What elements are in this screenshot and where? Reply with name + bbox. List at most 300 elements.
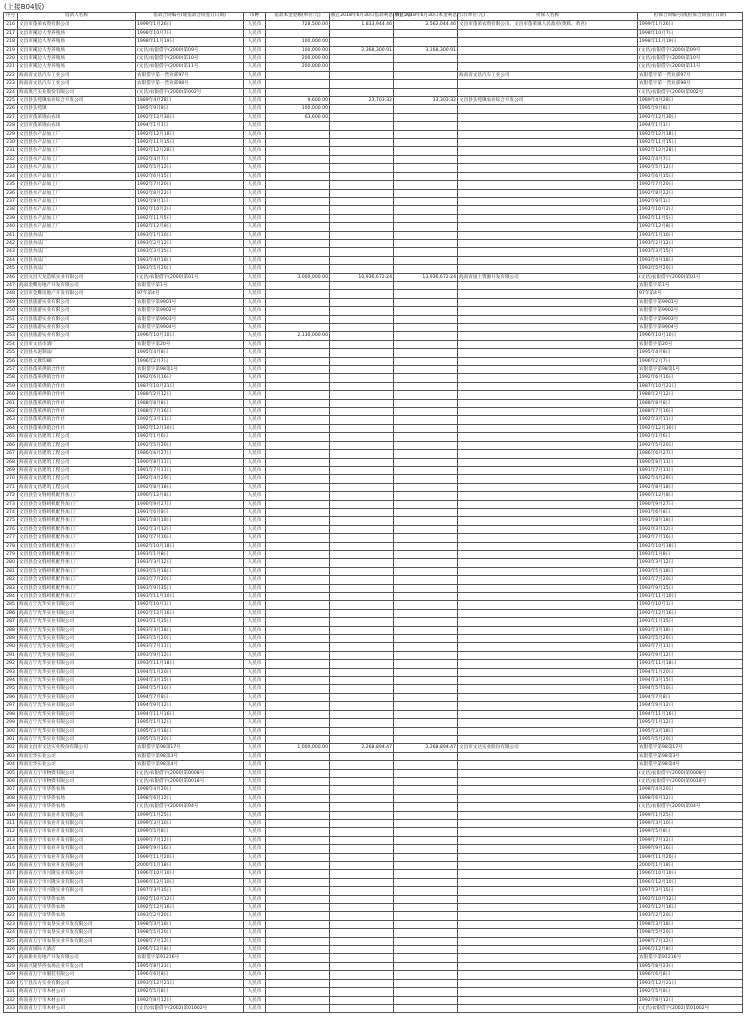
cell-guarantee-contract: 1992年11月15日 [638,139,743,147]
cell-interest: 1,833,944.46 [330,21,394,29]
cell-total [394,853,458,861]
cell-total [394,181,458,189]
cell-total [394,525,458,533]
cell-borrower: 海南万宁光华实业有限公司 [18,635,136,643]
table-row [4,836,743,844]
cell-contract: 1992年12月8日 [136,223,244,231]
table-row [4,214,743,222]
table-row [4,996,743,1004]
cell-borrower: 海南省文昌汽车工业公司 [18,80,136,88]
cell-total [394,803,458,811]
cell-guarantor [458,239,638,247]
cell-principal [266,139,330,147]
cell-contract: 1992年5月8日 [136,988,244,996]
cell-guarantor [458,29,638,37]
cell-guarantor [458,223,638,231]
cell-interest [330,962,394,970]
cell-currency: 人民币 [244,433,266,441]
cell-borrower: 海南省万宁市木材公司 [18,996,136,1004]
cell-contract: 1993年7月20日 [136,576,244,584]
cell-guarantor [458,139,638,147]
cell-guarantee-contract: 1994年1月1日 [638,122,743,130]
cell-index: 255 [4,349,18,357]
cell-contract: 农银借字第9904号 [136,324,244,332]
cell-currency: 人民币 [244,265,266,273]
col-header-interest: 截止2018年6月30日借款利息(单位:元) [330,13,394,21]
cell-guarantor [458,517,638,525]
cell-currency: 人民币 [244,996,266,1004]
cell-borrower: 海南省万宁市兴隆实业有限公司 [18,887,136,895]
cell-borrower: 海南万宁光华实业有限公司 [18,626,136,634]
cell-interest [330,971,394,979]
cell-contract: 1992年8月22日 [136,189,244,197]
table-row [4,307,743,315]
cell-contract: 1994年7月8日 [136,693,244,701]
cell-index: 229 [4,130,18,138]
cell-borrower: 海南万宁光华实业有限公司 [18,710,136,718]
cell-guarantee-contract: 1994年7月8日 [638,693,743,701]
cell-index: 305 [4,769,18,777]
cell-guarantor [458,929,638,937]
cell-currency: 人民币 [244,517,266,525]
table-row [4,803,743,811]
cell-guarantee-contract: 农银借字第1号 [638,281,743,289]
cell-guarantee-contract: 1993年5月20日 [638,635,743,643]
cell-total [394,256,458,264]
cell-principal [266,761,330,769]
cell-guarantor [458,1004,638,1012]
cell-contract: 1997年3月15日 [136,887,244,895]
cell-currency: 人民币 [244,458,266,466]
cell-contract: 1999年11月20日 [136,853,244,861]
cell-total [394,979,458,987]
cell-contract: 1999年1月26日 [136,21,244,29]
table-row [4,912,743,920]
cell-interest [330,298,394,306]
cell-guarantee-contract: 1996年10月10日 [638,332,743,340]
cell-index: 222 [4,71,18,79]
cell-borrower: 海南宏华实业公司 [18,761,136,769]
cell-interest [330,609,394,617]
cell-currency: 人民币 [244,214,266,222]
cell-currency: 人民币 [244,542,266,550]
cell-interest [330,181,394,189]
cell-principal [266,80,330,88]
cell-total [394,248,458,256]
cell-guarantee-contract: 1996年12月10日 [638,878,743,886]
cell-guarantee-contract: 1999年1月26日 [638,21,743,29]
cell-borrower: 文昌县蓬莱供销合作社 [18,374,136,382]
cell-index: 241 [4,231,18,239]
cell-index: 238 [4,206,18,214]
cell-guarantee-contract: 1996年10月10日 [638,870,743,878]
cell-principal [266,752,330,760]
cell-principal [266,576,330,584]
table-row [4,828,743,836]
cell-currency: 人民币 [244,937,266,945]
cell-principal [266,853,330,861]
cell-index: 240 [4,223,18,231]
cell-index: 234 [4,172,18,180]
table-row [4,80,743,88]
cell-borrower: 海南万宁光华实业有限公司 [18,618,136,626]
cell-principal: 100,000.00 [266,38,330,46]
cell-interest [330,391,394,399]
cell-index: 323 [4,920,18,928]
cell-guarantor [458,946,638,954]
cell-index: 258 [4,374,18,382]
cell-borrower: 文昌县会文缝纫机配件加工厂 [18,517,136,525]
cell-index: 256 [4,357,18,365]
cell-interest [330,340,394,348]
cell-total [394,399,458,407]
cell-currency: 人民币 [244,508,266,516]
cell-currency: 人民币 [244,46,266,54]
table-row [4,324,743,332]
cell-index: 301 [4,735,18,743]
cell-contract: 1996年6月8日 [136,971,244,979]
table-row [4,887,743,895]
cell-index: 281 [4,567,18,575]
cell-borrower: 文昌县食品厂 [18,256,136,264]
cell-guarantor [458,971,638,979]
table-row [4,534,743,542]
cell-interest [330,416,394,424]
cell-index: 309 [4,803,18,811]
cell-contract: 1993年1月15日 [136,618,244,626]
cell-currency: 人民币 [244,256,266,264]
cell-total [394,929,458,937]
cell-contract: 1994年11月16日 [136,710,244,718]
cell-guarantor [458,181,638,189]
cell-total [394,904,458,912]
cell-principal [266,777,330,785]
table-row [4,399,743,407]
cell-currency: 人民币 [244,685,266,693]
cell-currency: 人民币 [244,525,266,533]
cell-guarantor [458,685,638,693]
cell-index: 252 [4,324,18,332]
cell-index: 268 [4,458,18,466]
cell-guarantee-contract: 1993年12月21日 [638,979,743,987]
cell-borrower: 文昌县会文缝纫机配件加工厂 [18,542,136,550]
cell-index: 249 [4,298,18,306]
cell-contract: 1993年1月8日 [136,550,244,558]
cell-index: 227 [4,113,18,121]
cell-currency: 人民币 [244,366,266,374]
cell-contract: 1992年10月2日 [136,206,244,214]
table-row [4,525,743,533]
cell-contract: 1992年11月5日 [136,214,244,222]
cell-currency: 人民币 [244,197,266,205]
cell-currency: 人民币 [244,113,266,121]
cell-guarantor [458,38,638,46]
cell-total [394,71,458,79]
cell-guarantor [458,88,638,96]
cell-contract: 1992年3月12日 [136,525,244,533]
table-row [4,130,743,138]
cell-contract: 1993年7月11日 [136,643,244,651]
continued-label: (上接B04版) [4,3,45,11]
table-row [4,197,743,205]
table-row [4,441,743,449]
cell-principal [266,946,330,954]
cell-index: 257 [4,366,18,374]
cell-index: 267 [4,450,18,458]
cell-contract: 1998年5月20日 [136,929,244,937]
cell-index: 236 [4,189,18,197]
cell-interest [330,408,394,416]
cell-borrower: 文昌县会文缝纫机配件加工厂 [18,534,136,542]
cell-borrower: 海南文昌市文达实业股份有限公司 [18,744,136,752]
cell-principal [266,979,330,987]
cell-guarantor [458,988,638,996]
table-row [4,239,743,247]
cell-total [394,752,458,760]
cell-borrower: 海南新业房地产开发有限公司 [18,954,136,962]
cell-guarantor [458,105,638,113]
table-row [4,113,743,121]
cell-principal [266,786,330,794]
cell-borrower: 海南省万宁市华侨农场 [18,895,136,903]
cell-currency: 人民币 [244,752,266,760]
cell-interest [330,197,394,205]
cell-guarantor [458,450,638,458]
cell-currency: 人民币 [244,727,266,735]
cell-guarantee-contract: 1997年3月15日 [638,887,743,895]
cell-guarantee-contract: 1999年7月12日 [638,836,743,844]
cell-interest [330,139,394,147]
cell-contract: 1992年10月12日 [136,895,244,903]
cell-total [394,441,458,449]
cell-contract: 1992年3月11日 [136,416,244,424]
cell-guarantee-contract: 农银借字第20号 [638,340,743,348]
cell-index: 225 [4,97,18,105]
cell-currency: 人民币 [244,920,266,928]
cell-borrower: 海南金鹰房地产开发有限公司 [18,281,136,289]
cell-currency: 人民币 [244,324,266,332]
cell-currency: 人民币 [244,576,266,584]
cell-principal [266,155,330,163]
cell-total [394,324,458,332]
cell-borrower: 海南省万宁市华侨农场 [18,912,136,920]
cell-interest [330,248,394,256]
cell-borrower: 海南万宁光华实业有限公司 [18,643,136,651]
cell-guarantee-contract: 1990年9月27日 [638,500,743,508]
cell-interest [330,374,394,382]
cell-guarantee-contract: 1994年3月15日 [638,677,743,685]
cell-interest [330,441,394,449]
cell-guarantor [458,374,638,382]
cell-total [394,29,458,37]
cell-contract: (文昌)农银借字(2000)第0008号 [136,769,244,777]
cell-guarantee-contract: 1992年4月7日 [638,155,743,163]
cell-borrower: 海南省文昌建筑工程公司 [18,450,136,458]
table-row [4,88,743,96]
cell-guarantee-contract: 农银借字第9904号 [638,324,743,332]
cell-guarantee-contract: 1992年10月1日 [638,601,743,609]
cell-total [394,332,458,340]
cell-currency: 人民币 [244,971,266,979]
cell-interest [330,433,394,441]
cell-currency: 人民币 [244,139,266,147]
cell-borrower: 海南万宁光华实业有限公司 [18,727,136,735]
cell-guarantor [458,593,638,601]
cell-guarantee-contract: 1992年3月12日 [638,525,743,533]
cell-guarantee-contract: 1998年10月7日 [638,29,743,37]
cell-index: 325 [4,937,18,945]
cell-index: 288 [4,626,18,634]
cell-guarantor: 文昌市文达实业股份有限公司 [458,744,638,752]
cell-guarantor [458,937,638,945]
cell-total [394,576,458,584]
cell-borrower: 海南省文昌汽车工业公司 [18,71,136,79]
cell-index: 264 [4,424,18,432]
cell-currency: 人民币 [244,777,266,785]
table-row [4,46,743,54]
cell-guarantee-contract: 1993年1月10日 [638,231,743,239]
cell-currency: 人民币 [244,862,266,870]
cell-interest [330,483,394,491]
cell-guarantee-contract: 1994年9月12日 [638,702,743,710]
cell-currency: 人民币 [244,172,266,180]
table-row [4,223,743,231]
cell-borrower: 海南万宁光华实业有限公司 [18,693,136,701]
cell-guarantee-contract: 1990年8月11日 [638,458,743,466]
cell-principal [266,651,330,659]
cell-interest [330,458,394,466]
cell-guarantor [458,752,638,760]
cell-index: 261 [4,399,18,407]
cell-index: 218 [4,38,18,46]
cell-guarantor [458,643,638,651]
cell-principal [266,988,330,996]
cell-index: 287 [4,618,18,626]
cell-index: 299 [4,719,18,727]
cell-guarantee-contract: 1999年3月10日 [638,819,743,827]
cell-contract: 2000年1月18日 [136,862,244,870]
cell-total [394,63,458,71]
table-row [4,988,743,996]
cell-principal [266,483,330,491]
cell-borrower: 文昌县水产品加工厂 [18,147,136,155]
cell-index: 315 [4,853,18,861]
cell-index: 291 [4,651,18,659]
cell-contract: 1991年7月11日 [136,466,244,474]
cell-guarantee-contract: 1990年12月8日 [638,492,743,500]
cell-guarantor [458,761,638,769]
cell-guarantee-contract: 1998年5月20日 [638,929,743,937]
cell-guarantee-contract: 1991年7月11日 [638,466,743,474]
cell-borrower: 海南省万宁市服装有限公司 [18,971,136,979]
cell-contract: 1992年12月28日 [136,147,244,155]
cell-borrower: 海南省万宁市农业开发有限公司 [18,845,136,853]
cell-index: 314 [4,845,18,853]
cell-guarantor [458,122,638,130]
cell-principal [266,710,330,718]
cell-guarantor [458,172,638,180]
table-row [4,206,743,214]
cell-currency: 人民币 [244,29,266,37]
cell-guarantor [458,248,638,256]
cell-currency: 人民币 [244,273,266,281]
cell-total [394,458,458,466]
table-row [4,920,743,928]
cell-borrower: 海南省文昌建筑工程公司 [18,483,136,491]
cell-index: 280 [4,559,18,567]
cell-guarantee-contract: 1993年4月18日 [638,256,743,264]
cell-contract: 1992年12月30日 [136,113,244,121]
cell-interest [330,38,394,46]
cell-guarantee-contract: 1992年9月1日 [638,197,743,205]
cell-contract: 1998年4月20日 [136,786,244,794]
cell-index: 243 [4,248,18,256]
cell-guarantor [458,433,638,441]
cell-index: 289 [4,635,18,643]
cell-borrower: 文昌县会文缝纫机配件加工厂 [18,550,136,558]
cell-principal [266,231,330,239]
cell-interest [330,189,394,197]
cell-currency: 人民币 [244,105,266,113]
cell-index: 271 [4,483,18,491]
cell-borrower: 文昌县水泥制品厂 [18,349,136,357]
cell-index: 278 [4,542,18,550]
cell-guarantee-contract: (文昌)农银借字(2000)第01号 [638,273,743,281]
cell-interest [330,307,394,315]
cell-index: 277 [4,534,18,542]
cell-principal [266,937,330,945]
cell-principal [266,256,330,264]
table-row [4,181,743,189]
cell-contract: 1992年12月16日 [136,904,244,912]
cell-total [394,130,458,138]
cell-borrower: 文昌县文教印刷厂 [18,357,136,365]
cell-guarantee-contract: 1993年7月11日 [638,643,743,651]
table-row [4,374,743,382]
cell-borrower: 海南省万宁市华侨农场 [18,803,136,811]
cell-borrower: 文昌县水产品加工厂 [18,223,136,231]
cell-guarantor [458,651,638,659]
table-row [4,38,743,46]
table-row [4,349,743,357]
cell-total [394,710,458,718]
table-row [4,424,743,432]
cell-contract: 农银借字第98第1号 [136,366,244,374]
cell-guarantor [458,424,638,432]
cell-interest [330,508,394,516]
cell-index: 263 [4,416,18,424]
table-row [4,231,743,239]
cell-guarantee-contract: 1995年1月12日 [638,719,743,727]
cell-guarantor [458,46,638,54]
cell-total [394,223,458,231]
cell-guarantee-contract: 1992年11月5日 [638,214,743,222]
cell-currency: 人民币 [244,391,266,399]
cell-total [394,685,458,693]
cell-currency: 人民币 [244,239,266,247]
cell-index: 270 [4,475,18,483]
cell-index: 237 [4,197,18,205]
cell-index: 321 [4,904,18,912]
cell-interest [330,794,394,802]
cell-principal [266,391,330,399]
cell-total [394,786,458,794]
cell-borrower: 文昌县会文缝纫机配件加工厂 [18,567,136,575]
cell-principal [266,609,330,617]
cell-borrower: 文昌县会文缝纫机配件加工厂 [18,593,136,601]
cell-guarantor [458,618,638,626]
cell-total [394,651,458,659]
